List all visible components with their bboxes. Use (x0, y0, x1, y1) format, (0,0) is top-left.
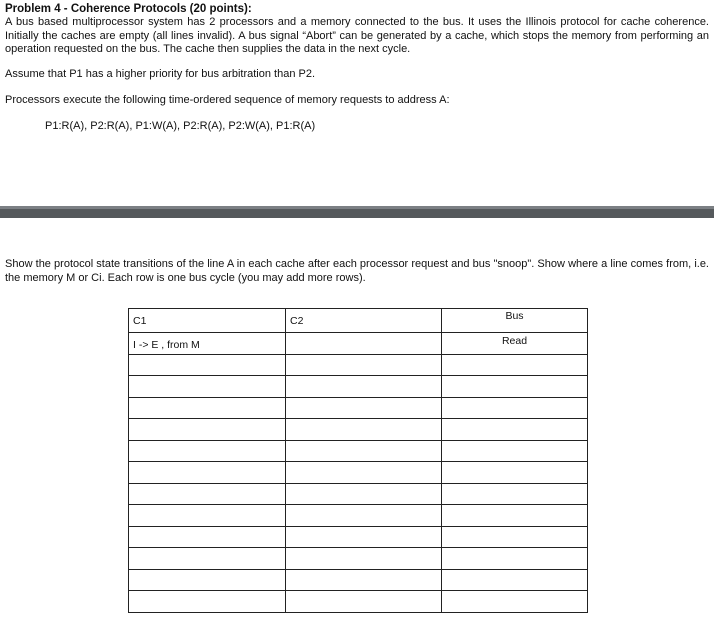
cell-c2[interactable] (286, 376, 442, 398)
cell-bus[interactable] (442, 505, 588, 527)
header-bus-label: Bus (505, 310, 524, 322)
cell-c1[interactable] (129, 483, 286, 505)
cell-bus[interactable] (442, 333, 588, 355)
cell-c2[interactable] (286, 483, 442, 505)
header-c1-label: C1 (133, 315, 147, 327)
table-row (129, 505, 588, 527)
cell-bus[interactable] (442, 397, 588, 419)
table-row (129, 483, 588, 505)
problem-title: Problem 4 - Coherence Protocols (20 points): (5, 3, 252, 15)
cell-c2[interactable] (286, 397, 442, 419)
cell-c2-text (290, 591, 437, 597)
cell-c2-text (290, 333, 437, 339)
cell-c2[interactable] (286, 505, 442, 527)
cell-c1-text (133, 505, 281, 511)
cell-c1-text (133, 441, 281, 447)
table-row (129, 419, 588, 441)
cell-c1[interactable] (129, 548, 286, 570)
cell-c2-text (290, 505, 437, 511)
cell-c2-text (290, 484, 437, 490)
cell-c1-text (133, 376, 281, 382)
cell-bus-text (446, 398, 583, 400)
cell-c2[interactable] (286, 526, 442, 548)
cell-bus-text (446, 570, 583, 572)
cell-c1-text (133, 591, 281, 597)
cell-c1-text (133, 398, 281, 404)
cell-bus-text (446, 355, 583, 357)
header-c2-label: C2 (290, 315, 304, 327)
cell-c1-text: I -> E , from M (133, 339, 200, 351)
cell-c1[interactable] (129, 462, 286, 484)
cell-c2-text (290, 462, 437, 468)
header-c1[interactable] (129, 309, 286, 333)
cell-c2[interactable] (286, 591, 442, 613)
state-transition-table (128, 308, 588, 613)
cell-c2[interactable] (286, 548, 442, 570)
cell-c2[interactable] (286, 569, 442, 591)
table-row (129, 462, 588, 484)
cell-c1-text (133, 527, 281, 533)
cell-c1-text (133, 462, 281, 468)
cell-c1[interactable] (129, 419, 286, 441)
cell-bus-text (446, 484, 583, 486)
cell-bus-text (446, 419, 583, 421)
cell-c2-text (290, 398, 437, 404)
cell-c1-text (133, 355, 281, 361)
table-row (129, 569, 588, 591)
table-row (129, 376, 588, 398)
cell-bus-text: Read (501, 335, 528, 347)
cell-bus-text (446, 591, 583, 593)
cell-bus[interactable] (442, 376, 588, 398)
table-row (129, 440, 588, 462)
cell-bus-text (446, 527, 583, 529)
cell-c2[interactable] (286, 462, 442, 484)
cell-c1[interactable] (129, 376, 286, 398)
cell-bus[interactable] (442, 548, 588, 570)
cell-c1[interactable] (129, 591, 286, 613)
cell-c1-text (133, 484, 281, 490)
cell-bus[interactable] (442, 591, 588, 613)
cell-c1[interactable] (129, 505, 286, 527)
cell-bus[interactable] (442, 462, 588, 484)
cell-c1-text (133, 548, 281, 554)
cell-c2-text (290, 548, 437, 554)
section-separator (0, 206, 714, 218)
table-row (129, 354, 588, 376)
cell-c1[interactable] (129, 569, 286, 591)
priority-note: Assume that P1 has a higher priority for bus arbitration than P2. (5, 68, 315, 80)
header-bus[interactable] (442, 309, 588, 333)
cell-c1-text (133, 419, 281, 425)
table-row (129, 591, 588, 613)
cell-c1[interactable] (129, 526, 286, 548)
cell-c2-text (290, 570, 437, 576)
cell-c2-text (290, 419, 437, 425)
cell-c1[interactable] (129, 354, 286, 376)
cell-bus[interactable] (442, 526, 588, 548)
table-row (129, 548, 588, 570)
cell-bus-text (446, 441, 583, 443)
cell-bus[interactable] (442, 569, 588, 591)
cell-c1[interactable] (129, 333, 286, 355)
cell-c2[interactable] (286, 333, 442, 355)
cell-bus[interactable] (442, 419, 588, 441)
sequence-intro: Processors execute the following time-ordered sequence of memory requests to address A: (5, 94, 450, 106)
cell-c1[interactable] (129, 440, 286, 462)
problem-intro: A bus based multiprocessor system has 2 processors and a memory connected to the bus. It uses the Illinois protocol for cache coherence. Initially the caches are empty (all lines invalid). A bus signal “Abort” can be generated by a cache, which stops the memory from performing an operation requested on the bus. The cache then supplies the data in the next cycle. (5, 16, 709, 55)
cell-c1-text (133, 570, 281, 576)
cell-bus-text (446, 548, 583, 550)
cell-c2-text (290, 527, 437, 533)
cell-bus[interactable] (442, 354, 588, 376)
cell-c2-text (290, 376, 437, 382)
cell-bus-text (446, 376, 583, 378)
table-instructions: Show the protocol state transitions of the line A in each cache after each processor request and bus "snoop". Show where a line comes from, i.e. the memory M or Ci. Each row is one bus cycle (you may add more rows). (5, 258, 709, 284)
cell-c1[interactable] (129, 397, 286, 419)
cell-c2[interactable] (286, 419, 442, 441)
cell-bus[interactable] (442, 440, 588, 462)
header-c2[interactable] (286, 309, 442, 333)
table-row (129, 333, 588, 355)
table-row (129, 397, 588, 419)
cell-c2-text (290, 441, 437, 447)
table-header-row (129, 309, 588, 333)
request-sequence: P1:R(A), P2:R(A), P1:W(A), P2:R(A), P2:W(A), P1:R(A) (45, 120, 316, 132)
cell-c2[interactable] (286, 354, 442, 376)
cell-c2-text (290, 355, 437, 361)
cell-bus[interactable] (442, 483, 588, 505)
table-row (129, 526, 588, 548)
cell-bus-text (446, 505, 583, 507)
cell-c2[interactable] (286, 440, 442, 462)
cell-bus-text (446, 462, 583, 464)
